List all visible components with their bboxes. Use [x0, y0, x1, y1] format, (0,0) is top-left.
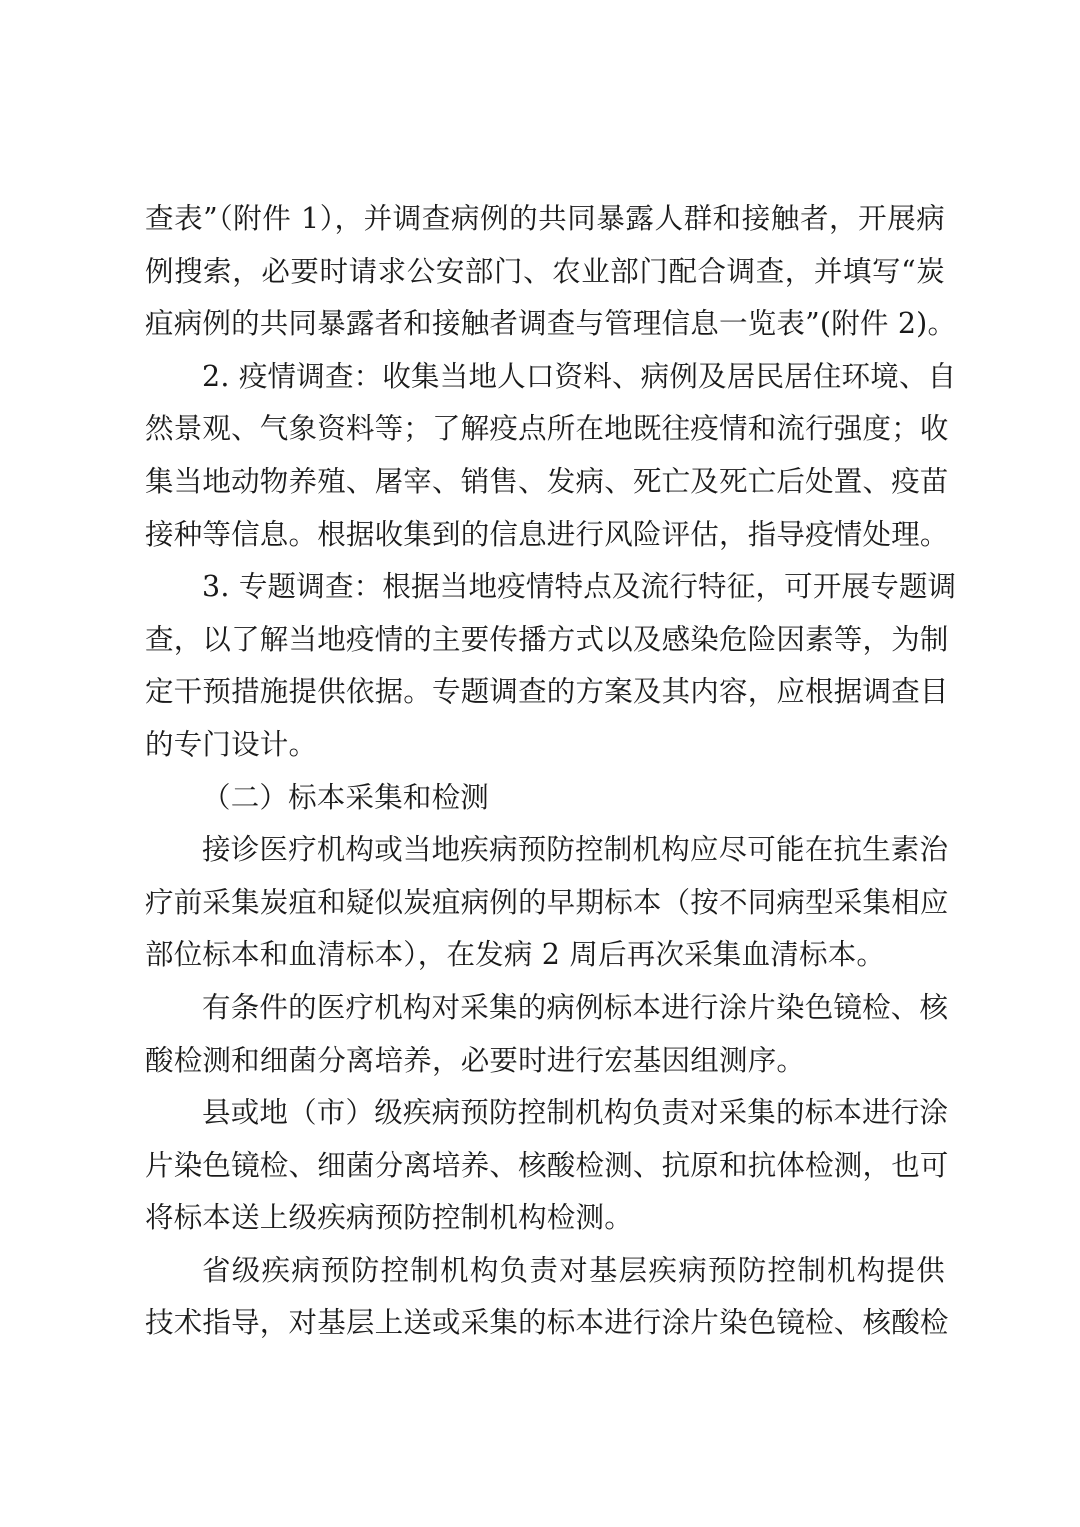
- text-line: 2. 疫情调查：收集当地人口资料、病例及居民居住环境、自: [202, 359, 957, 393]
- text-line: 疗前采集炭疽和疑似炭疽病例的早期标本（按不同病型采集相应: [145, 885, 949, 919]
- text-line: 查，以了解当地疫情的主要传播方式以及感染危险因素等，为制: [145, 622, 949, 656]
- text-line: 省级疾病预防控制机构负责对基层疾病预防控制机构提供: [202, 1253, 945, 1287]
- text-line: 接种等信息。根据收集到的信息进行风险评估，指导疫情处理。: [145, 517, 949, 551]
- text-line: 将标本送上级疾病预防控制机构检测。: [145, 1201, 633, 1235]
- text-line: 疽病例的共同暴露者和接触者调查与管理信息一览表”(附件 2)。: [145, 307, 957, 341]
- text-line: 技术指导，对基层上送或采集的标本进行涂片染色镜检、核酸检: [145, 1306, 949, 1340]
- text-line: 的专门设计。: [145, 727, 318, 761]
- text-line: 片染色镜检、细菌分离培养、核酸检测、抗原和抗体检测，也可: [145, 1148, 949, 1182]
- text-line: 集当地动物养殖、屠宰、销售、发病、死亡及死亡后处置、疫苗: [145, 464, 949, 498]
- text-line: 3. 专题调查：根据当地疫情特点及流行特征，可开展专题调: [202, 570, 957, 604]
- text-line: 接诊医疗机构或当地疾病预防控制机构应尽可能在抗生素治: [202, 833, 949, 867]
- text-line: 定干预措施提供依据。专题调查的方案及其内容，应根据调查目: [145, 675, 949, 709]
- text-line: 县或地（市）级疾病预防控制机构负责对采集的标本进行涂: [202, 1096, 949, 1130]
- text-line: 有条件的医疗机构对采集的病例标本进行涂片染色镜检、核: [202, 990, 949, 1024]
- section-heading: （二）标本采集和检测: [202, 780, 490, 814]
- text-line: 酸检测和细菌分离培养，必要时进行宏基因组测序。: [145, 1043, 806, 1077]
- document-body: [145, 193, 957, 1350]
- text-line: 查表”（附件 1），并调查病例的共同暴露人群和接触者，开展病: [145, 202, 945, 235]
- text-line: 部位标本和血清标本），在发病 2 周后再次采集血清标本。: [145, 938, 886, 972]
- text-line: 然景观、气象资料等；了解疫点所在地既往疫情和流行强度；收: [145, 412, 949, 446]
- text-line: 例搜索，必要时请求公安部门、农业部门配合调查，并填写“炭: [145, 254, 945, 288]
